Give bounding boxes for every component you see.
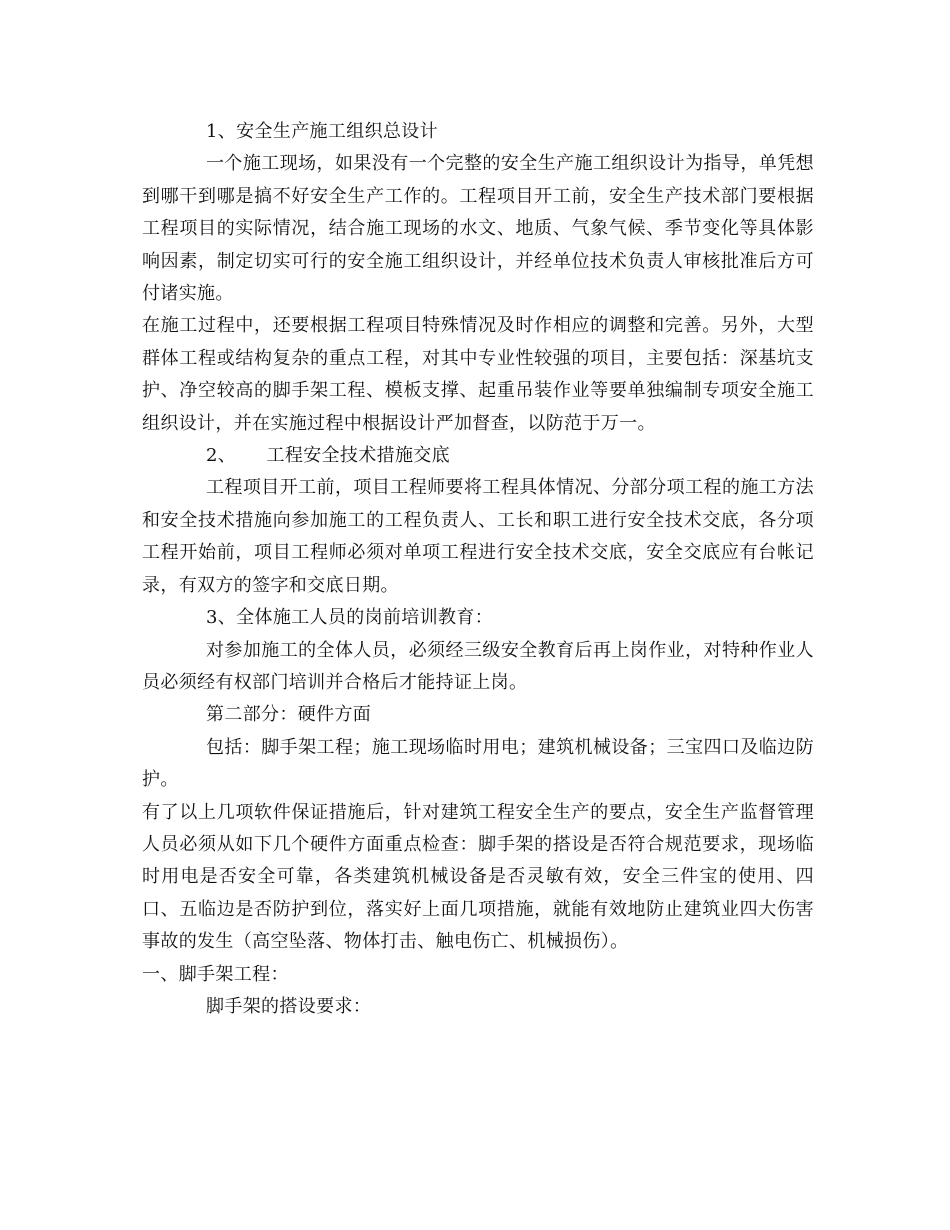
- heading-3: 3、全体施工人员的岗前培训教育：: [206, 607, 494, 629]
- paragraph-1: 一个施工现场，如果没有一个完整的安全生产施工组织设计为指导，单凭想到哪干到哪是搞不好安全生产工作的。工程项目开工前，安全生产技术部门要根据工程项目的实际情况，结合施工现场的水文、地质、气象气候、季节变化等具体影响因素，制定切实可行的安全施工组织设计，并经单位技术负责人审核批准后方可付诸实施。: [142, 153, 814, 305]
- section-heading-part-two: 第二部分：硬件方面: [206, 704, 372, 726]
- paragraph-4: 对参加施工的全体人员，必须经三级安全教育后再上岗作业，对特种作业人员必须经有权部门培训并合格后才能持证上岗。: [142, 639, 814, 693]
- paragraph-6: 有了以上几项软件保证措施后，针对建筑工程安全生产的要点，安全生产监督管理人员必须从如下几个硬件方面重点检查：脚手架的搭设是否符合规范要求，现场临时用电是否安全可靠，各类建筑机械设备是否灵敏有效，安全三件宝的使用、四口、五临边是否防护到位，落实好上面几项措施，就能有效地防止建筑业四大伤害事故的发生（高空坠落、物体打击、触电伤亡、机械损伤）。: [142, 801, 814, 953]
- document-page: [142, 116, 814, 1023]
- subheading-scaffolding-requirements: 脚手架的搭设要求：: [206, 995, 372, 1017]
- paragraph-2: 在施工过程中，还要根据工程项目特殊情况及时作相应的调整和完善。另外，大型群体工程或结构复杂的重点工程，对其中专业性较强的项目，主要包括：深基坑支护、净空较高的脚手架工程、模板支撑、起重吊装作业等要单独编制专项安全施工组织设计，并在实施过程中根据设计严加督查，以防范于万一。: [142, 315, 814, 434]
- paragraph-5: 包括：脚手架工程；施工现场临时用电；建筑机械设备；三宝四口及临边防护。: [142, 736, 814, 791]
- heading-scaffolding: 一、脚手架工程：: [142, 963, 289, 985]
- paragraph-3: 工程项目开工前，项目工程师要将工程具体情况、分部分项工程的施工方法和安全技术措施向参加施工的工程负责人、工长和职工进行安全技术交底，各分项工程开始前，项目工程师必须对单项工程进行安全技术交底，安全交底应有台帐记录，有双方的签字和交底日期。: [142, 477, 814, 596]
- heading-2: 2、 工程安全技术措施交底: [206, 445, 451, 467]
- heading-1: 1、安全生产施工组织总设计: [206, 121, 439, 142]
